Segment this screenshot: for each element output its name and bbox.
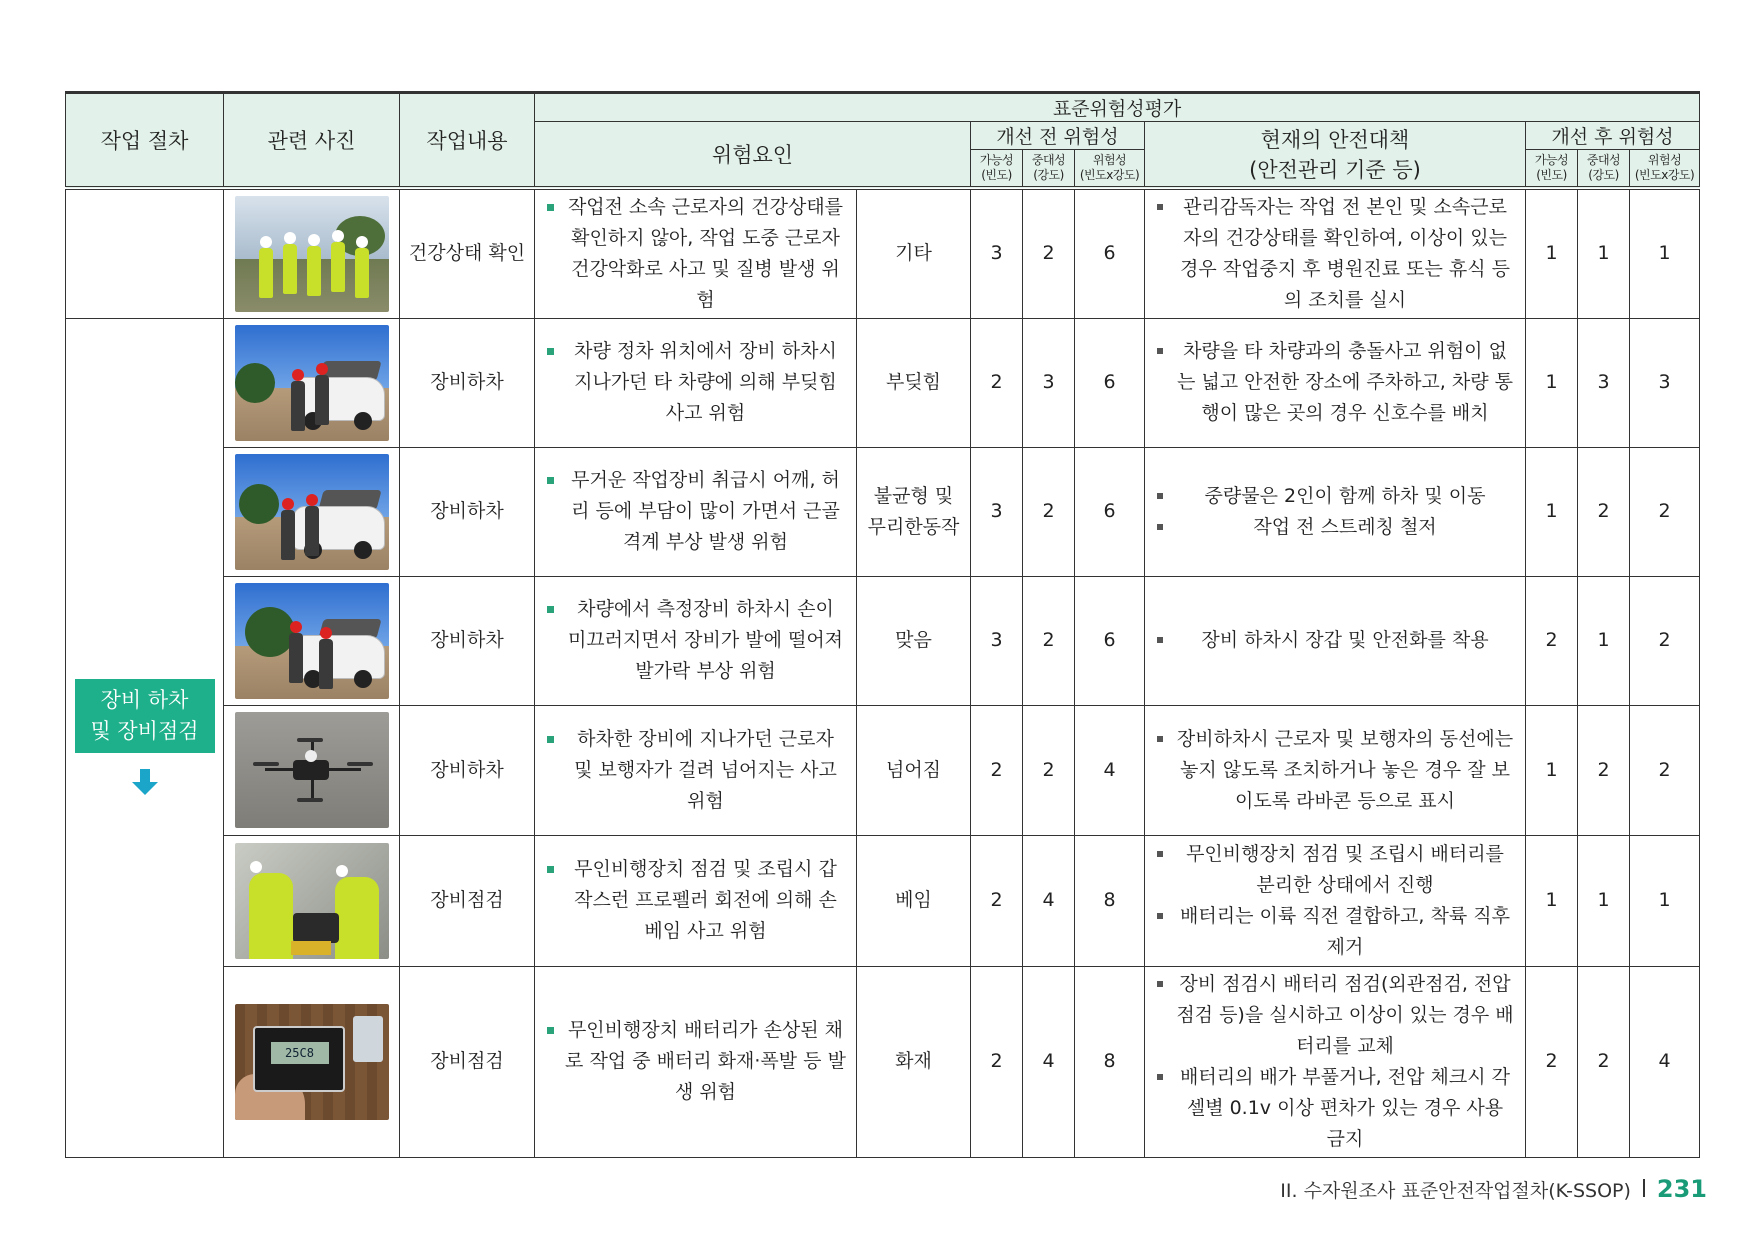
table-row (66, 835, 1700, 966)
before-severity: 4 (1023, 835, 1075, 966)
task-cell: 장비하차 (400, 576, 535, 705)
before-risk: 6 (1075, 447, 1145, 576)
measure-item: 배터리는 이륙 직전 결합하고, 착륙 직후 제거 (1155, 901, 1515, 963)
after-severity: 2 (1578, 705, 1630, 835)
photo-cell (224, 188, 400, 319)
after-likelihood: 1 (1526, 705, 1578, 835)
risk-text: 무거운 작업장비 취급시 어깨, 허리 등에 부담이 많이 가면서 근골격계 부상 발생 위험 (545, 465, 846, 558)
measure-item: 작업 전 스트레칭 철저 (1155, 512, 1515, 543)
after-risk: 3 (1630, 318, 1700, 447)
header-procedure: 작업 절차 (66, 93, 224, 188)
risk-text-cell (535, 705, 857, 835)
after-risk: 2 (1630, 576, 1700, 705)
header-after-severity: 중대성 (강도) (1578, 150, 1630, 188)
page-number: 231 (1656, 1175, 1707, 1203)
header-current-measures-line1: 현재의 안전대책 (1260, 127, 1410, 152)
photo-battery-check (235, 1004, 389, 1120)
hazard-cell: 넘어짐 (857, 705, 971, 835)
photo-cell (224, 966, 400, 1157)
after-severity: 1 (1578, 835, 1630, 966)
header-after: 개선 후 위험성 (1526, 122, 1700, 150)
photo-drone-on-ground (235, 712, 389, 828)
task-cell: 장비점검 (400, 835, 535, 966)
task-cell: 장비하차 (400, 447, 535, 576)
header-assessment: 표준위험성평가 (535, 93, 1700, 122)
before-risk: 4 (1075, 705, 1145, 835)
after-likelihood: 2 (1526, 576, 1578, 705)
photo-health-check (235, 196, 389, 312)
measure-item: 장비 점검시 배터리 점검(외관점검, 전압점검 등)을 실시하고 이상이 있는 경우 배터리를 교체 (1155, 969, 1515, 1062)
page-footer (1280, 1175, 1707, 1203)
table-row (66, 188, 1700, 319)
photo-cell (224, 447, 400, 576)
header-after-likelihood: 가능성 (빈도) (1526, 150, 1578, 188)
hazard-cell: 불균형 및 무리한동작 (857, 447, 971, 576)
after-severity: 1 (1578, 576, 1630, 705)
photo-cell (224, 576, 400, 705)
hazard-cell: 화재 (857, 966, 971, 1157)
risk-text: 차량에서 측정장비 하차시 손이 미끄러지면서 장비가 발에 떨어져 발가락 부상 위험 (545, 594, 846, 687)
before-likelihood: 3 (971, 576, 1023, 705)
before-risk: 8 (1075, 835, 1145, 966)
hazard-cell: 베임 (857, 835, 971, 966)
photo-cell (224, 318, 400, 447)
risk-text-cell (535, 447, 857, 576)
before-severity: 2 (1023, 447, 1075, 576)
hazard-cell: 기타 (857, 188, 971, 319)
photo-drone-assembly (235, 843, 389, 959)
procedure-cell-empty (66, 188, 224, 319)
after-likelihood: 1 (1526, 318, 1578, 447)
before-severity: 2 (1023, 576, 1075, 705)
photo-cell (224, 835, 400, 966)
measure-item: 장비하차시 근로자 및 보행자의 동선에는 놓지 않도록 조치하거나 놓은 경우 잘 보이도록 라바콘 등으로 표시 (1155, 724, 1515, 817)
measure-item: 배터리의 배가 부풀거나, 전압 체크시 각 셀별 0.1v 이상 편차가 있는 경우 사용 금지 (1155, 1062, 1515, 1155)
after-risk: 4 (1630, 966, 1700, 1157)
task-cell: 장비하차 (400, 705, 535, 835)
after-risk: 1 (1630, 835, 1700, 966)
after-likelihood: 2 (1526, 966, 1578, 1157)
risk-text-cell (535, 188, 857, 319)
measures-cell (1145, 576, 1526, 705)
risk-assessment-table (65, 91, 1700, 1158)
before-severity: 4 (1023, 966, 1075, 1157)
measures-cell (1145, 318, 1526, 447)
risk-text: 하차한 장비에 지나가던 근로자 및 보행자가 걸려 넘어지는 사고 위험 (545, 724, 846, 817)
hazard-cell: 맞음 (857, 576, 971, 705)
after-severity: 1 (1578, 188, 1630, 319)
measures-cell (1145, 188, 1526, 319)
photo-cell (224, 705, 400, 835)
after-severity: 3 (1578, 318, 1630, 447)
risk-text-cell (535, 576, 857, 705)
procedure-label-line2: 및 장비점검 (90, 718, 199, 743)
photo-vehicle-unload-2 (235, 454, 389, 570)
header-photo: 관련 사진 (224, 93, 400, 188)
photo-vehicle-unload-3 (235, 583, 389, 699)
before-likelihood: 3 (971, 447, 1023, 576)
table-row (66, 705, 1700, 835)
header-before-likelihood: 가능성 (빈도) (971, 150, 1023, 188)
header-before: 개선 전 위험성 (971, 122, 1145, 150)
after-risk: 2 (1630, 447, 1700, 576)
footer-section-title: II. 수자원조사 표준안전작업절차(K-SSOP) (1280, 1180, 1631, 1202)
before-risk: 8 (1075, 966, 1145, 1157)
after-risk: 2 (1630, 705, 1700, 835)
risk-text-cell (535, 966, 857, 1157)
photo-vehicle-unload-1 (235, 325, 389, 441)
after-likelihood: 1 (1526, 188, 1578, 319)
battery-lcd-reading: 25C8 (271, 1042, 329, 1064)
table-row (66, 318, 1700, 447)
table-row (66, 966, 1700, 1157)
procedure-badge (75, 679, 215, 753)
header-after-risk: 위험성 (빈도x강도) (1630, 150, 1700, 188)
task-cell: 장비점검 (400, 966, 535, 1157)
measures-cell (1145, 835, 1526, 966)
measure-item: 차량을 타 차량과의 충돌사고 위험이 없는 넓고 안전한 장소에 주차하고, 차량 통행이 많은 곳의 경우 신호수를 배치 (1155, 336, 1515, 429)
before-likelihood: 2 (971, 835, 1023, 966)
measures-cell (1145, 447, 1526, 576)
before-severity: 3 (1023, 318, 1075, 447)
footer-separator (1643, 1179, 1645, 1197)
before-likelihood: 3 (971, 188, 1023, 319)
before-likelihood: 2 (971, 966, 1023, 1157)
before-severity: 2 (1023, 188, 1075, 319)
task-cell: 장비하차 (400, 318, 535, 447)
risk-text-cell (535, 835, 857, 966)
before-likelihood: 2 (971, 705, 1023, 835)
after-risk: 1 (1630, 188, 1700, 319)
before-risk: 6 (1075, 318, 1145, 447)
after-severity: 2 (1578, 966, 1630, 1157)
down-arrow-icon (130, 767, 160, 797)
after-severity: 2 (1578, 447, 1630, 576)
before-risk: 6 (1075, 576, 1145, 705)
header-current-measures-line2: (안전관리 기준 등) (1249, 157, 1421, 182)
after-likelihood: 1 (1526, 835, 1578, 966)
measures-cell (1145, 966, 1526, 1157)
measure-item: 관리감독자는 작업 전 본인 및 소속근로자의 건강상태를 확인하여, 이상이 있는 경우 작업중지 후 병원진료 또는 휴식 등의 조치를 실시 (1155, 192, 1515, 316)
procedure-cell (66, 318, 224, 1157)
risk-text-cell (535, 318, 857, 447)
table-row (66, 447, 1700, 576)
before-risk: 6 (1075, 188, 1145, 319)
task-cell: 건강상태 확인 (400, 188, 535, 319)
risk-text: 작업전 소속 근로자의 건강상태를 확인하지 않아, 작업 도중 근로자 건강악화로 사고 및 질병 발생 위험 (545, 192, 846, 316)
measure-item: 무인비행장치 점검 및 조립시 배터리를 분리한 상태에서 진행 (1155, 839, 1515, 901)
header-risk-factor: 위험요인 (535, 122, 971, 188)
header-before-risk: 위험성 (빈도x강도) (1075, 150, 1145, 188)
before-severity: 2 (1023, 705, 1075, 835)
hazard-cell: 부딪힘 (857, 318, 971, 447)
after-likelihood: 1 (1526, 447, 1578, 576)
risk-text: 무인비행장치 점검 및 조립시 갑작스런 프로펠러 회전에 의해 손베임 사고 위험 (545, 854, 846, 947)
header-current-measures (1145, 122, 1526, 188)
before-likelihood: 2 (971, 318, 1023, 447)
risk-text: 차량 정차 위치에서 장비 하차시 지나가던 타 차량에 의해 부딪힘 사고 위험 (545, 336, 846, 429)
header-before-severity: 중대성 (강도) (1023, 150, 1075, 188)
risk-text: 무인비행장치 배터리가 손상된 채로 작업 중 배터리 화재·폭발 등 발생 위험 (545, 1015, 846, 1108)
table-row (66, 576, 1700, 705)
measure-item: 장비 하차시 장갑 및 안전화를 착용 (1155, 625, 1515, 656)
header-task: 작업내용 (400, 93, 535, 188)
measure-item: 중량물은 2인이 함께 하차 및 이동 (1155, 481, 1515, 512)
measures-cell (1145, 705, 1526, 835)
procedure-label-line1: 장비 하차 (100, 687, 189, 712)
